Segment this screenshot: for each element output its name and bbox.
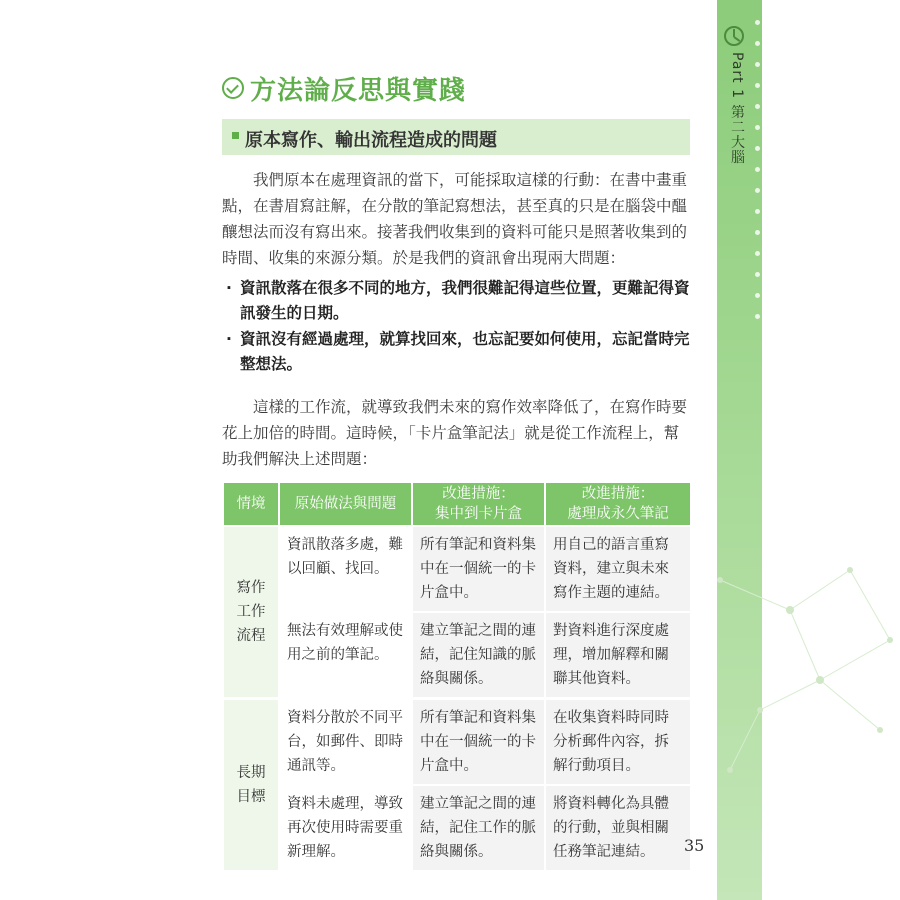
table-cell: 對資料進行深度處理，增加解釋和關聯其他資料。 bbox=[546, 613, 690, 697]
table-cell: 資料未處理，導致再次使用時需要重新理解。 bbox=[280, 786, 411, 870]
header-original: 原始做法與問題 bbox=[280, 483, 411, 525]
side-tab-dots bbox=[755, 20, 763, 350]
group-label-text: 長期目標 bbox=[236, 765, 266, 805]
table-row bbox=[224, 527, 690, 611]
table-header-row bbox=[224, 483, 690, 525]
network-decoration-icon bbox=[700, 540, 900, 790]
comparison-table bbox=[222, 481, 692, 872]
list-item: · 資訊散落在很多不同的地方，我們很難記得這些位置，更難記得資訊發生的日期。 bbox=[222, 276, 694, 326]
table-cell: 無法有效理解或使用之前的筆記。 bbox=[280, 613, 411, 697]
clock-icon bbox=[724, 26, 744, 46]
table-cell: 建立筆記之間的連結，記住工作的脈絡與關係。 bbox=[413, 786, 544, 870]
table-cell: 在收集資料時同時分析郵件內容，拆解行動項目。 bbox=[546, 699, 690, 784]
table-cell: 建立筆記之間的連結，記住知識的脈絡與關係。 bbox=[413, 613, 544, 697]
table-cell: 所有筆記和資料集中在一個統一的卡片盒中。 bbox=[413, 699, 544, 784]
paragraph-intro: 我們原本在處理資訊的當下，可能採取這樣的行動：在書中畫重點，在書眉寫註解，在分散的筆記寫想法，甚至真的只是在腦袋中醞釀想法而沒有寫出來。接著我們收集到的資料可能只是照著收集到的時間、收集的來源分類。於是我們的資訊會出現兩大問題： bbox=[222, 171, 688, 267]
page-number: 35 bbox=[684, 836, 705, 855]
table-cell: 將資料轉化為具體的行動，並與相關任務筆記連結。 bbox=[546, 786, 690, 870]
table-cell: 資訊散落多處，難以回顧、找回。 bbox=[280, 527, 411, 611]
table-row bbox=[224, 613, 690, 697]
header-improve-collect: 改進措施： 集中到卡片盒 bbox=[413, 483, 544, 525]
table-row bbox=[224, 699, 690, 784]
table-cell: 所有筆記和資料集中在一個統一的卡片盒中。 bbox=[413, 527, 544, 611]
square-bullet-icon bbox=[232, 132, 239, 139]
part-label: Part 1 第二大腦 bbox=[729, 52, 745, 165]
paragraph-solution: 這樣的工作流，就導致我們未來的寫作效率降低了，在寫作時要花上加倍的時間。這時候，「卡片盒筆記法」就是從工作流程上，幫助我們解決上述問題： bbox=[222, 398, 688, 468]
header-improve-permanent: 改進措施： 處理成永久筆記 bbox=[546, 483, 690, 525]
section-title: 方法論反思與實踐 bbox=[250, 76, 467, 106]
subheading: 原本寫作、輸出流程造成的問題 bbox=[245, 130, 497, 151]
group-label-longterm bbox=[224, 699, 278, 870]
table-row bbox=[224, 786, 690, 870]
group-label-writing bbox=[224, 527, 278, 697]
table-cell: 用自己的語言重寫資料，建立與未來寫作主題的連結。 bbox=[546, 527, 690, 611]
problem-list bbox=[222, 276, 694, 378]
header-scenario: 情境 bbox=[224, 483, 278, 525]
group-label-text: 寫作工作流程 bbox=[236, 580, 266, 644]
check-circle-icon bbox=[222, 77, 244, 99]
table-cell: 資料分散於不同平台，如郵件、即時通訊等。 bbox=[280, 699, 411, 784]
list-item: · 資訊沒有經過處理，就算找回來，也忘記要如何使用，忘記當時完整想法。 bbox=[222, 327, 694, 377]
